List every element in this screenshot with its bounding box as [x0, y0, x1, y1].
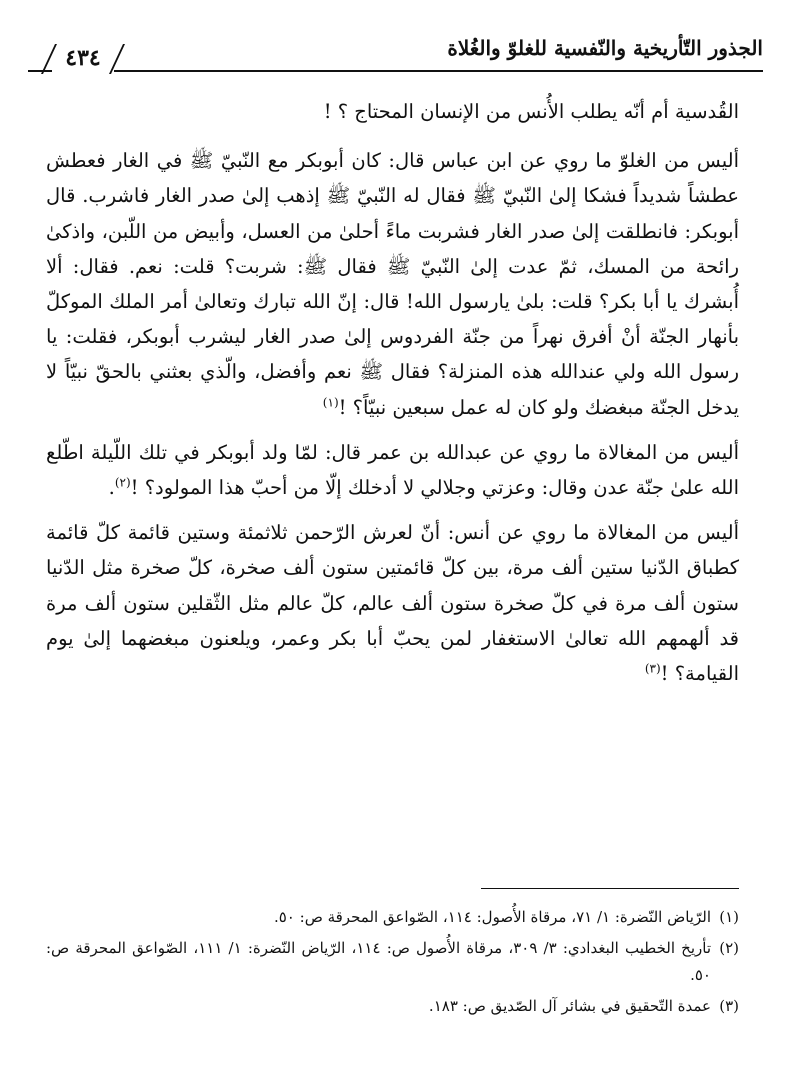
page-header: [28, 30, 763, 76]
footnote-ref[interactable]: (١): [322, 395, 339, 410]
paragraph: أليس من المغالاة ما روي عن أنس: أنّ لعرش الرّحمن ثلاثمئة وستين قائمة كلّ قائمة كطباق الدّنيا ستين ألف مرة، بين كلّ قائمتين ستون ألف صخرة، كلّ صخرة مثل الدّنيا ستون ألف مرة في كلّ صخرة ستون ألف عالم، كلّ عالم مثل الثّقلين ستون ألف مرة قد ألهمهم الله تعالىٰ الاستغفار لمن يحبّ أبا بكر وعمر، ويلعنون مبغضهما إلىٰ يوم القيامة؟ !$^{(٣)}$: [46, 521, 739, 686]
footnote-separator: [481, 888, 739, 889]
footnote-text: الرّياض النّضرة: ١/ ٧١، مرقاة الأُصول: ١١٤، الصّواعق المحرقة ص: ٥٠.: [273, 908, 711, 926]
header-rule: [28, 70, 763, 72]
footnote-mark: (١): [719, 908, 739, 926]
page-number-box: [52, 42, 114, 74]
footnote-text: عمدة التّحقيق في بشائر آل الصّديق ص: ١٨٣.: [428, 997, 711, 1015]
footnote-mark: (٣): [719, 997, 739, 1015]
footnote: [46, 935, 739, 989]
main-text: [46, 94, 739, 701]
footnote: [46, 993, 739, 1020]
footnote-text: تأريخ الخطيب البغدادي: ٣/ ٣٠٩، مرقاة الأُصول ص: ١١٤، الرّياض النّضرة: ١/ ١١١، الصّواعق المحرقة ص: ٥٠.: [46, 939, 711, 984]
paragraph: أليس من الغلوّ ما روي عن ابن عباس قال: كان أبوبكر مع النّبيّ ﷺ في الغار فعطش عطشاً شديداً فشكا إلىٰ النّبيّ ﷺ فقال له النّبيّ ﷺ إذهب إلىٰ صدر الغار فاشرب. قال أبوبكر: فانطلقت إلىٰ صدر الغار فشربت ماءً أحلىٰ من العسل، وأبيض من اللّبن، واذكىٰ رائحة من المسك، ثمّ عدت إلىٰ النّبيّ ﷺ فقال ﷺ: شربت؟ قلت: نعم. فقال: ألا أُبشرك يا أبا بكر؟ قلت: بلىٰ يارسول الله! قال: إنّ الله تبارك وتعالىٰ أمر الملك الموكلّ بأنهار الجنّة أنْ أفرق نهراً من جنّة الفردوس إلىٰ صدر الغار ليشرب أبوبكر، فقلت: يا رسول الله ولي عندالله هذه المنزلة؟ فقال ﷺ نعم وأفضل، والّذي بعثني بالحقّ نبيّاً لا يدخل الجنّة مبغضك ولو كان له عمل سبعين نبيّاً؟ !$^{(١)}$: [46, 149, 739, 419]
page-number: ٤٣٤: [65, 45, 101, 71]
paragraph: أليس من المغالاة ما روي عن عبدالله بن عمر قال: لمّا ولد أبوبكر في تلك اللّيلة اطّلع الله علىٰ جنّة عدن وقال: وعزتي وجلالي لا أدخلك إلّا من أحبّ هذا المولود؟ !$^{(٢)}$.: [46, 440, 739, 500]
running-title: الجذور التّأريخية والنّفسية للغلوّ والغُلاة: [447, 36, 763, 60]
footnote-ref[interactable]: (٣): [644, 661, 661, 676]
footnote-ref[interactable]: (٢): [114, 475, 131, 490]
footnote: [46, 904, 739, 931]
footnotes: [46, 904, 739, 1024]
paragraph: القُدسية أم أنّه يطلب الأُنس من الإنسان المحتاج ؟ !: [323, 100, 739, 123]
footnote-mark: (٢): [719, 939, 739, 957]
